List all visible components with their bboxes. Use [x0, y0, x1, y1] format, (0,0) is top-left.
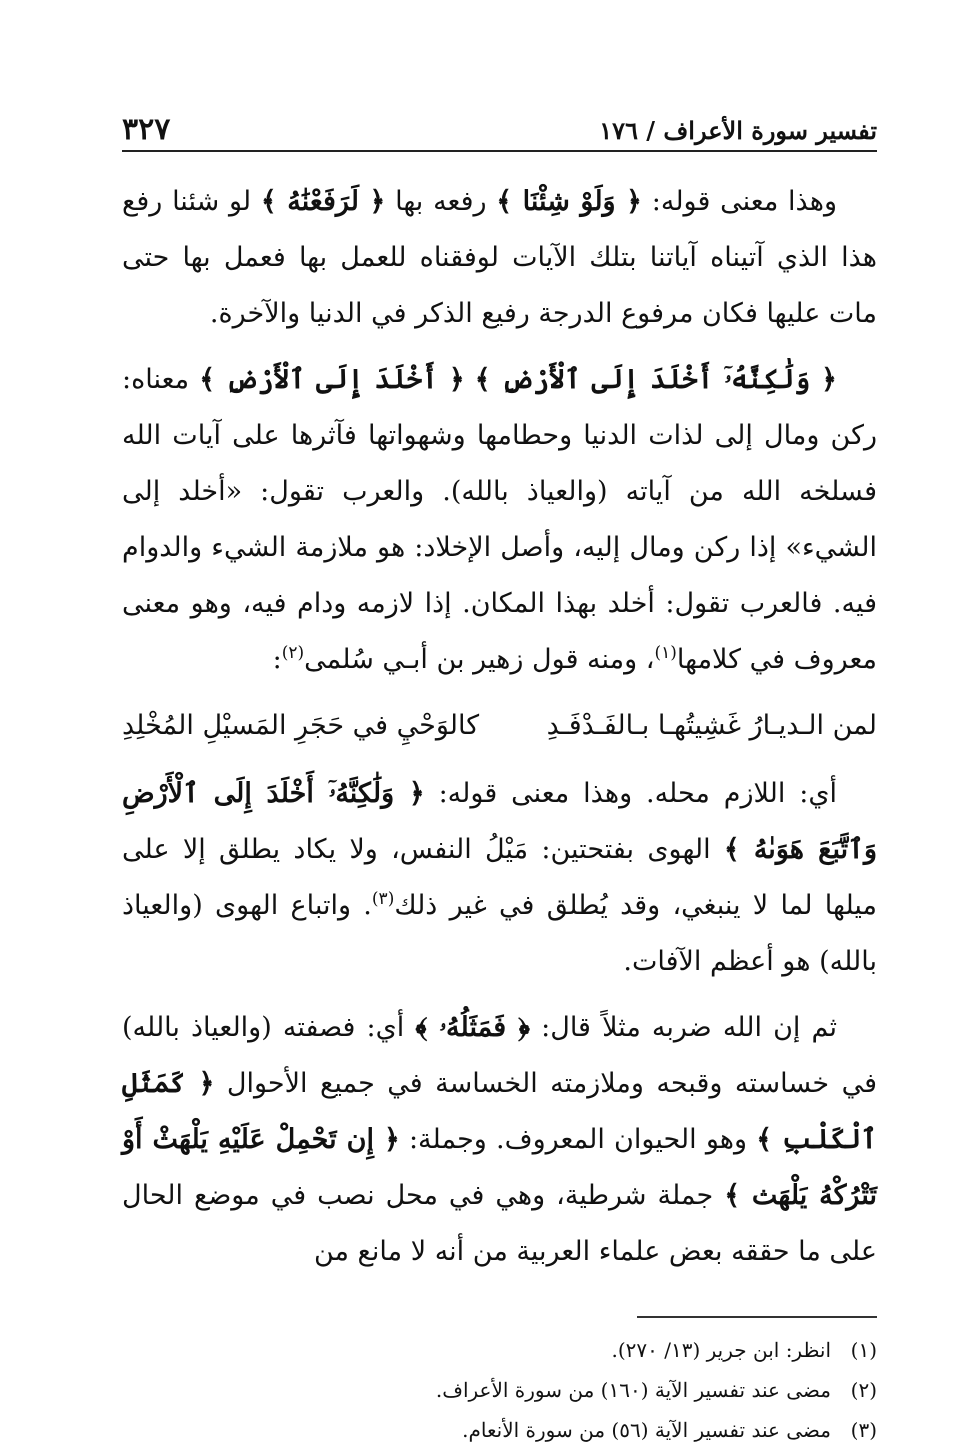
- footnote-number: (٢): [850, 1378, 877, 1402]
- footnote-ref[interactable]: (١): [654, 643, 677, 663]
- quran-quote: ﴿ كَمَثَلِ ٱلْكَلْبِ ﴾: [122, 1068, 877, 1155]
- footnote-text: انظر: ابن جرير (١٣/ ٢٧٠).: [611, 1338, 831, 1362]
- main-text: [122, 174, 877, 1280]
- footnote-text: مضى عند تفسير الآية (١٦٠) من سورة الأعراف.: [435, 1378, 831, 1402]
- text-segment: أي: فصفته (والعياذ بالله) في خساسته وقبحه وملازمته الخساسة في جميع الأحوال: [122, 1012, 877, 1099]
- text-segment: [465, 364, 475, 395]
- text-segment: الهوى بفتحتين: مَيْلُ النفس، ولا يكاد يطلق إلا على ميلها لما لا ينبغي، وقد يُطلق في غير ذلك: [122, 834, 877, 921]
- text-segment: ثم إن الله ضربه مثلاً قال:: [530, 1012, 837, 1043]
- book-page: [122, 100, 877, 1442]
- paragraph: [122, 766, 877, 990]
- text-segment: أي: اللازم محله. وهذا معنى قوله:: [424, 778, 838, 809]
- verse-first-hemistich: لمن الـديـارُ غَشِيتُهـا بـالفَـدْفَـدِ: [546, 710, 877, 741]
- footnotes: [122, 1330, 877, 1450]
- footnote-ref[interactable]: (٢): [281, 643, 305, 663]
- text-segment: وهو الحيوان المعروف. وجملة:: [399, 1124, 757, 1155]
- footnote-text: مضى عند تفسير الآية (٥٦) من سورة الأنعام.: [462, 1418, 831, 1442]
- quran-quote: ﴿ وَلَوْ شِئْنَا ﴾: [496, 186, 642, 217]
- paragraph: [122, 1000, 877, 1280]
- footnote-ref[interactable]: (٣): [371, 889, 395, 909]
- text-segment: ، ومنه قول زهير بن أبـي سُلمى: [304, 644, 655, 675]
- text-segment: :: [272, 644, 282, 675]
- quran-quote: ﴿ وَلَٰكِنَّهُۥٓ أَخْلَدَ إِلَى ٱلْأَرْضِ ﴾: [474, 364, 837, 395]
- paragraph: [122, 352, 877, 688]
- poetry-verse: [122, 698, 877, 754]
- footnote-number: (٣): [850, 1418, 877, 1442]
- page-number: ٣٢٧: [122, 112, 171, 147]
- text-segment: جملة شرطية، وهي في محل نصب في موضع الحال على ما حققه بعض علماء العربية من أنه لا مانع من: [122, 1180, 877, 1267]
- quran-quote: ﴿ وَلَٰكِنَّهُۥٓ أَخْلَدَ إِلَى ٱلْأَرْضِ وَٱتَّبَعَ هَوَىٰهُ ﴾: [122, 778, 877, 865]
- footnote-item: [122, 1370, 877, 1410]
- verse-second-hemistich: كالوَحْيِ في حَجَرِ المَسيْلِ المُخْلِدِ: [122, 710, 480, 741]
- text-segment: رفعه بها: [385, 186, 497, 217]
- text-segment: معناه: ركن ومال إلى لذات الدنيا وحطامها وشهواتها فآثرها على آيات الله فسلخه الله من آياته (والعياذ بالله). والعرب تقول: «أخلد إلى الشيء» إذا ركن ومال إليه، وأصل الإخلاد: هو ملازمة الشيء والدوام فيه. فالعرب تقول: أخلد بهذا المكان. إذا لازمه ودام فيه، وهو معنى معروف في كلامها: [122, 364, 877, 675]
- quran-quote: ﴿ لَرَفَعْنَٰهُ ﴾: [260, 186, 386, 217]
- text-segment: لو شئنا رفع هذا الذي آتيناه آياتنا بتلك الآيات لوفقناه للعمل بها فعمل بها حتى مات عليها فكان مرفوع الدرجة رفيع الذكر في الدنيا والآخرة.: [122, 186, 877, 329]
- text-segment: . واتباع الهوى (والعياذ بالله) هو أعظم الآفات.: [122, 890, 877, 977]
- footnote-divider: [637, 1316, 877, 1318]
- footnote-item: [122, 1410, 877, 1450]
- quran-quote: ﴿ أَخْلَدَ إِلَى ٱلْأَرْضِ ﴾: [199, 364, 465, 395]
- paragraph: [122, 174, 877, 342]
- footnote-number: (١): [850, 1338, 877, 1362]
- running-title: تفسير سورة الأعراف / ١٧٦: [599, 116, 877, 145]
- quran-quote: ﴿ إِن تَحْمِلْ عَلَيْهِ يَلْهَثْ أَوْ تَتْرُكْهُ يَلْهَث ﴾: [122, 1124, 877, 1211]
- footnote-item: [122, 1330, 877, 1370]
- running-header: [122, 100, 877, 152]
- quran-quote: ﴿ فَمَثَلُهُۥ ﴾: [415, 1012, 531, 1043]
- text-segment: وهذا معنى قوله:: [642, 186, 838, 217]
